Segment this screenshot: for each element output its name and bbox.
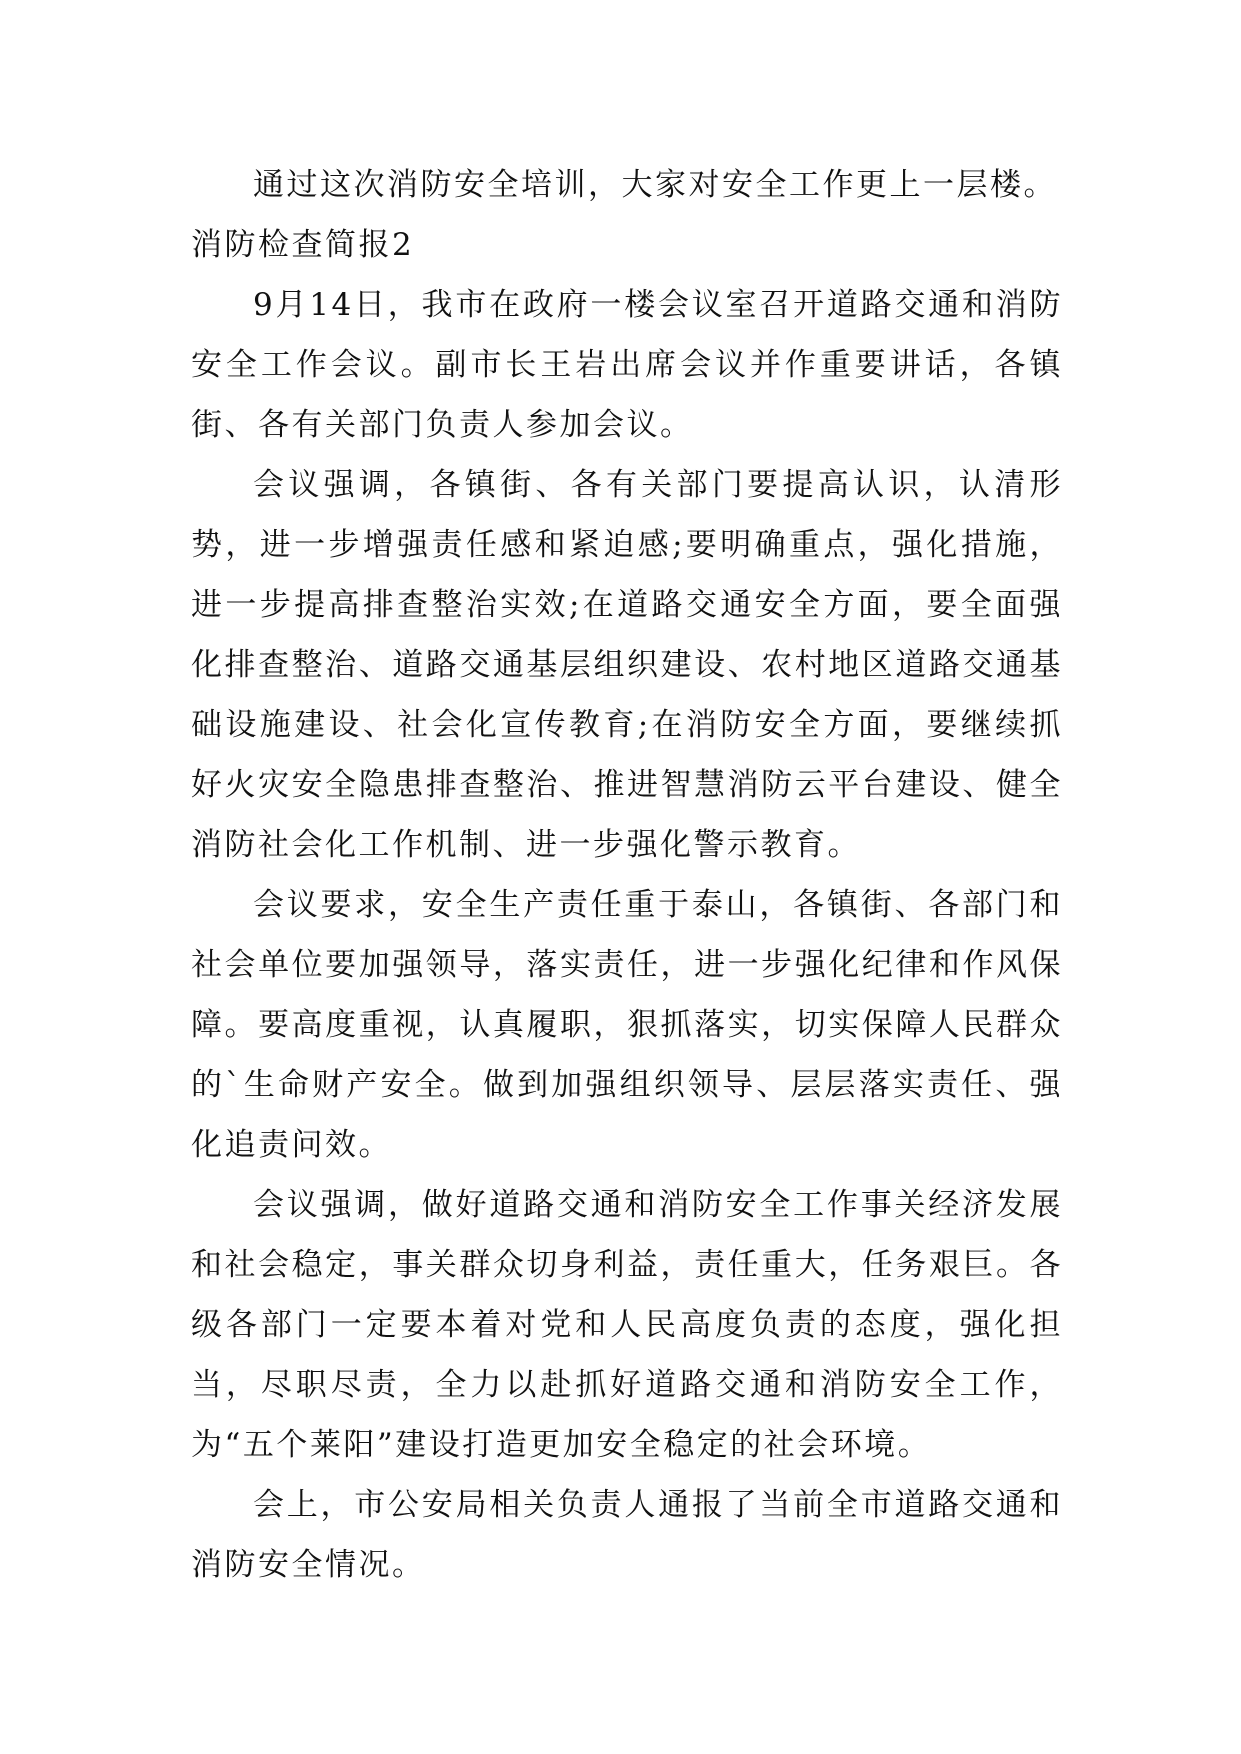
paragraph-meeting-requirements: 会议要求，安全生产责任重于泰山，各镇街、各部门和社会单位要加强领导，落实责任，进一步强化纪律和作风保障。要高度重视，认真履职，狠抓落实，切实保障人民群众的`生命财产安全。做到加强组织领导、层层落实责任、强化追责问效。	[191, 887, 1063, 1163]
paragraph-meeting-importance: 会议强调，做好道路交通和消防安全工作事关经济发展和社会稳定，事关群众切身利益，责任重大，任务艰巨。各级各部门一定要本着对党和人民高度负责的态度，强化担当，尽职尽责，全力以赴抓好道路交通和消防安全工作，为“五个莱阳”建设打造更加安全稳定的社会环境。	[191, 1187, 1063, 1463]
section-heading: 消防检查简报2	[191, 227, 415, 263]
document-page	[191, 155, 1063, 1595]
paragraph-meeting-intro: 9月14日，我市在政府一楼会议室召开道路交通和消防安全工作会议。副市长王岩出席会议并作重要讲话，各镇街、各有关部门负责人参加会议。	[191, 287, 1063, 443]
paragraph-meeting-emphasis: 会议强调，各镇街、各有关部门要提高认识，认清形势，进一步增强责任感和紧迫感;要明确重点，强化措施，进一步提高排查整治实效;在道路交通安全方面，要全面强化排查整治、道路交通基层组织建设、农村地区道路交通基础设施建设、社会化宣传教育;在消防安全方面，要继续抓好火灾安全隐患排查整治、推进智慧消防云平台建设、健全消防社会化工作机制、进一步强化警示教育。	[191, 467, 1063, 863]
paragraph-closing-sentence: 通过这次消防安全培训，大家对安全工作更上一层楼。	[253, 167, 1057, 203]
paragraph-police-report: 会上，市公安局相关负责人通报了当前全市道路交通和消防安全情况。	[191, 1487, 1063, 1583]
